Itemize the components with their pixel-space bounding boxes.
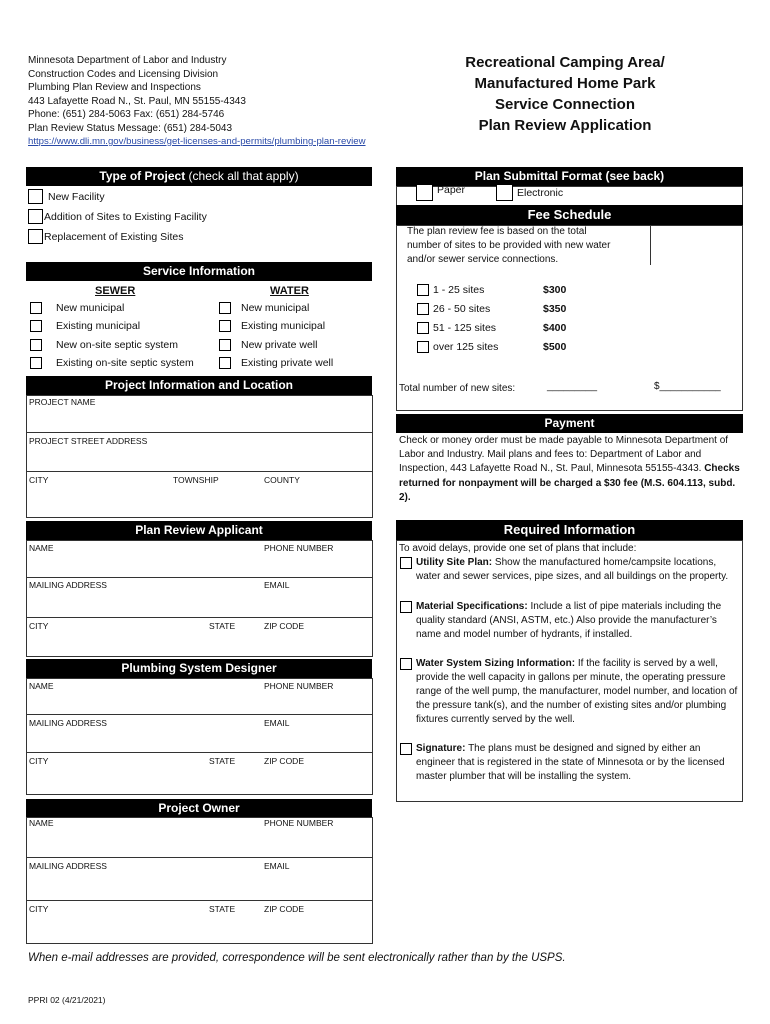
designer-name-label: NAME xyxy=(29,681,54,691)
plan-review-link[interactable]: https://www.dli.mn.gov/business/get-licenses-and-permits/plumbing-plan-review xyxy=(28,136,366,147)
applicant-city-label: CITY xyxy=(29,621,49,631)
water-new-well[interactable] xyxy=(219,339,317,351)
checkbox[interactable] xyxy=(30,302,42,314)
option-label: Existing on-site septic system xyxy=(56,357,194,369)
checkbox[interactable] xyxy=(30,320,42,332)
required-signature[interactable] xyxy=(400,742,742,784)
service-info-header: Service Information xyxy=(26,262,372,281)
applicant-header: Plan Review Applicant xyxy=(26,521,372,540)
option-label: New municipal xyxy=(241,302,310,314)
checkbox[interactable] xyxy=(416,184,433,201)
project-name-label: PROJECT NAME xyxy=(29,397,96,407)
owner-phone-label: PHONE NUMBER xyxy=(264,818,334,828)
option-label: New Facility xyxy=(48,190,105,203)
option-label: New on-site septic system xyxy=(56,339,178,351)
checkbox[interactable] xyxy=(417,341,429,353)
option-addition-of-sites[interactable] xyxy=(28,209,207,224)
owner-state-label: STATE xyxy=(209,904,236,914)
checkbox[interactable] xyxy=(30,339,42,351)
checkbox[interactable] xyxy=(400,557,412,569)
tier-label: 26 - 50 sites xyxy=(433,303,491,315)
divider xyxy=(26,752,373,753)
title-line-4: Plan Review Application xyxy=(478,117,652,134)
water-new-municipal[interactable] xyxy=(219,302,309,314)
designer-header: Plumbing System Designer xyxy=(26,659,372,678)
county-label: COUNTY xyxy=(264,475,300,485)
checkbox[interactable] xyxy=(219,320,231,332)
item-heading: Utility Site Plan: xyxy=(416,557,493,568)
tier-amount: $400 xyxy=(543,322,567,334)
checkbox[interactable] xyxy=(28,229,43,244)
fee-tier-1[interactable] xyxy=(417,284,587,296)
item-text: Include a list of pipe materials including the quality standard (ANSI, ASTM, etc.) Also provide the manufacturer’s name and model number of hydrants, if installed. xyxy=(416,601,722,640)
divider xyxy=(26,577,373,578)
applicant-box xyxy=(26,540,373,657)
designer-box xyxy=(26,678,373,795)
fee-tier-4[interactable] xyxy=(417,341,587,353)
city-label: CITY xyxy=(29,475,49,485)
required-water-system-sizing[interactable] xyxy=(400,657,742,727)
checkbox[interactable] xyxy=(400,658,412,670)
item-text: The plans must be designed and signed by either an engineer that is registered in the state of Minnesota or by the licensed master plumber that will be installing the system. xyxy=(416,743,725,782)
divider xyxy=(26,617,373,618)
option-label: Existing municipal xyxy=(241,320,326,332)
form-id: PPRI 02 (4/21/2021) xyxy=(28,995,106,1005)
owner-city-label: CITY xyxy=(29,904,49,914)
agency-phone: Phone: (651) 284-5063 Fax: (651) 284-5746 xyxy=(28,109,225,120)
tier-label: 51 - 125 sites xyxy=(433,322,497,334)
required-intro: To avoid delays, provide one set of plans that include: xyxy=(399,543,637,554)
submittal-paper[interactable] xyxy=(416,184,465,201)
checkbox[interactable] xyxy=(417,303,429,315)
submittal-electronic[interactable] xyxy=(496,184,563,201)
sewer-existing-municipal[interactable] xyxy=(30,320,140,332)
water-existing-municipal[interactable] xyxy=(219,320,325,332)
applicant-state-label: STATE xyxy=(209,621,236,631)
street-label: PROJECT STREET ADDRESS xyxy=(29,436,148,446)
project-info-header: Project Information and Location xyxy=(26,376,372,395)
checkbox[interactable] xyxy=(496,184,513,201)
fee-schedule-header: Fee Schedule xyxy=(396,205,743,225)
checkbox[interactable] xyxy=(28,209,43,224)
divider xyxy=(650,225,651,265)
applicant-mailing-label: MAILING ADDRESS xyxy=(29,580,107,590)
sewer-new-municipal[interactable] xyxy=(30,302,124,314)
item-heading: Material Specifications: xyxy=(416,601,528,612)
checkbox[interactable] xyxy=(400,601,412,613)
fee-description: The plan review fee is based on the total number of sites to be provided with new water and/or sewer service connections. xyxy=(407,226,611,265)
option-label: Existing private well xyxy=(241,357,334,369)
required-utility-site-plan[interactable] xyxy=(400,556,742,584)
total-sites-label: Total number of new sites: xyxy=(399,383,516,394)
tier-amount: $350 xyxy=(543,303,567,315)
tier-amount: $300 xyxy=(543,284,567,296)
owner-email-label: EMAIL xyxy=(264,861,290,871)
designer-mailing-label: MAILING ADDRESS xyxy=(29,718,107,728)
applicant-email-label: EMAIL xyxy=(264,580,290,590)
form-title xyxy=(440,52,690,136)
type-of-project-title: Type of Project xyxy=(99,169,186,183)
applicant-phone-label: PHONE NUMBER xyxy=(264,543,334,553)
applicant-zip-label: ZIP CODE xyxy=(264,621,304,631)
checkbox[interactable] xyxy=(30,357,42,369)
water-existing-well[interactable] xyxy=(219,357,333,369)
payment-instructions: Check or money order must be made payable to Minnesota Department of Labor and Industry. Mail plans and fees to: Department of Labor and Inspection, 443 Lafayette Road N., St. Paul, Minnesota 55155-4343. xyxy=(399,435,729,475)
option-label: New private well xyxy=(241,339,318,351)
township-label: TOWNSHIP xyxy=(173,475,219,485)
sewer-existing-septic[interactable] xyxy=(30,357,194,369)
agency-header xyxy=(28,54,366,149)
divider xyxy=(26,900,373,901)
fee-dollar-blank[interactable]: $___________ xyxy=(654,381,721,392)
payment-header: Payment xyxy=(396,414,743,433)
owner-header: Project Owner xyxy=(26,799,372,818)
option-label: Existing municipal xyxy=(56,320,141,332)
submittal-header: Plan Submittal Format (see back) xyxy=(396,167,743,186)
option-label: Replacement of Existing Sites xyxy=(44,230,184,243)
owner-box xyxy=(26,817,373,944)
water-title: WATER xyxy=(270,285,309,297)
total-sites-blank[interactable]: _________ xyxy=(547,381,598,392)
unit-name: Plumbing Plan Review and Inspections xyxy=(28,82,201,93)
checkbox[interactable] xyxy=(417,322,429,334)
option-label: New municipal xyxy=(56,302,125,314)
item-heading: Water System Sizing Information: xyxy=(416,658,576,669)
title-line-2: Manufactured Home Park xyxy=(474,75,656,92)
applicant-name-label: NAME xyxy=(29,543,54,553)
option-label: Electronic xyxy=(517,186,564,199)
agency-address: 443 Lafayette Road N., St. Paul, MN 55155-4343 xyxy=(28,95,246,107)
designer-state-label: STATE xyxy=(209,756,236,766)
designer-phone-label: PHONE NUMBER xyxy=(264,681,334,691)
title-line-1: Recreational Camping Area/ xyxy=(465,54,665,71)
designer-email-label: EMAIL xyxy=(264,718,290,728)
payment-warning: Checks returned for nonpayment will be charged a $30 fee (M.S. 604.113, subd. 2). xyxy=(399,463,740,503)
title-line-3: Service Connection xyxy=(494,96,636,113)
checkbox[interactable] xyxy=(417,284,429,296)
division-name: Construction Codes and Licensing Division xyxy=(28,68,219,80)
sewer-new-septic[interactable] xyxy=(30,339,178,351)
checkbox[interactable] xyxy=(400,743,412,755)
fee-tier-3[interactable] xyxy=(417,322,587,334)
required-info-header: Required Information xyxy=(396,520,743,540)
divider xyxy=(26,432,373,433)
option-label: Paper xyxy=(437,183,466,196)
owner-mailing-label: MAILING ADDRESS xyxy=(29,861,107,871)
designer-city-label: CITY xyxy=(29,756,49,766)
required-material-specifications[interactable] xyxy=(400,600,742,642)
designer-zip-label: ZIP CODE xyxy=(264,756,304,766)
item-heading: Signature: xyxy=(416,743,466,754)
payment-text xyxy=(399,434,743,505)
owner-zip-label: ZIP CODE xyxy=(264,904,304,914)
agency-name: Minnesota Department of Labor and Industry xyxy=(28,55,227,66)
type-of-project-note: (check all that apply) xyxy=(188,169,299,183)
owner-name-label: NAME xyxy=(29,818,54,828)
fee-tier-2[interactable] xyxy=(417,303,587,315)
item-text: If the facility is served by a well, provide the well capacity in gallons per minute, the operating pressure range of the well pump, the manufacturer, model number, and location of the pressure tank(s), and the number of existing sites and/or plumbing fixtures currently served by the well. xyxy=(416,658,738,725)
option-label: Addition of Sites to Existing Facility xyxy=(44,210,207,223)
divider xyxy=(26,714,373,715)
tier-label: 1 - 25 sites xyxy=(433,284,485,296)
type-of-project-header xyxy=(26,167,372,186)
option-new-facility[interactable] xyxy=(28,189,105,204)
status-line: Plan Review Status Message: (651) 284-5043 xyxy=(28,122,233,134)
tier-amount: $500 xyxy=(543,341,567,353)
option-replacement-of-sites[interactable] xyxy=(28,229,183,244)
checkbox[interactable] xyxy=(219,357,231,369)
item-text: Show the manufactured home/campsite locations, water and sewer services, pipe sizes, and all buildings on the property. xyxy=(416,557,729,582)
sewer-title: SEWER xyxy=(95,285,136,297)
checkbox[interactable] xyxy=(219,302,231,314)
divider xyxy=(26,471,373,472)
divider xyxy=(26,857,373,858)
checkbox[interactable] xyxy=(219,339,231,351)
checkbox[interactable] xyxy=(28,189,43,204)
tier-label: over 125 sites xyxy=(433,341,499,353)
email-note: When e-mail addresses are provided, correspondence will be sent electronically rather than by the USPS. xyxy=(28,952,566,964)
project-info-box xyxy=(26,395,373,518)
